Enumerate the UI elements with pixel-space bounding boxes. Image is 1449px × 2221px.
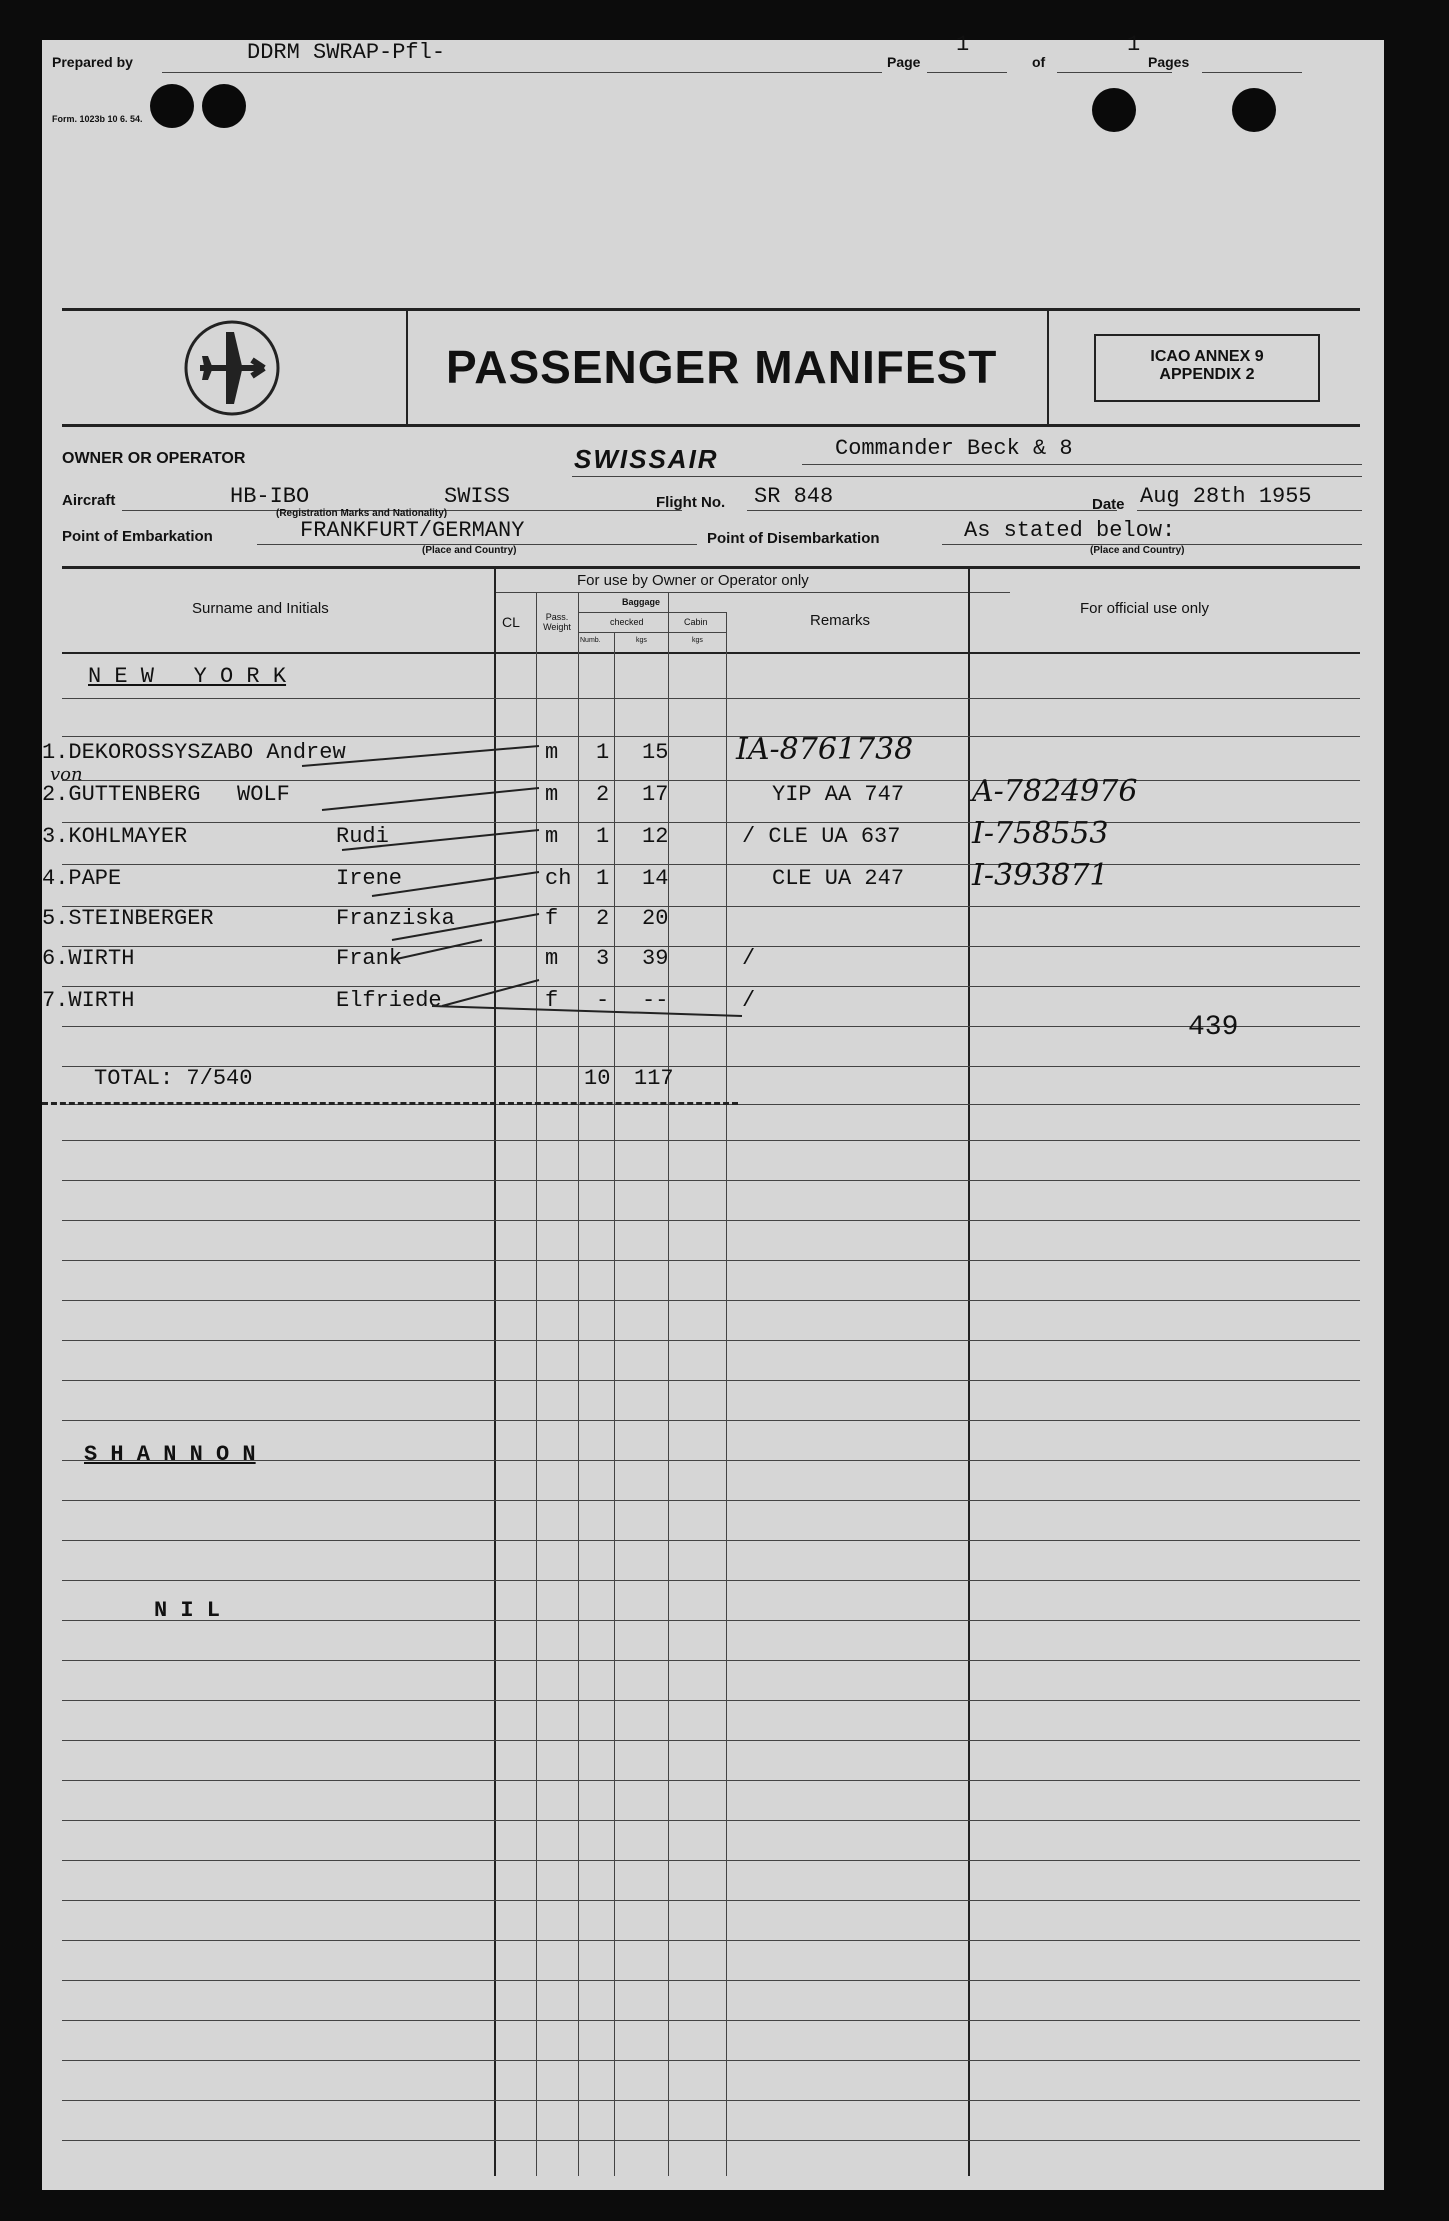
passenger-first-name: Irene (336, 866, 403, 891)
registration-caption: (Registration Marks and Nationality) (276, 508, 448, 519)
aircraft-nationality: SWISS (444, 484, 511, 509)
passenger-first-name: WOLF (237, 782, 290, 807)
prepared-by-value: DDRM SWRAP-Pfl- (247, 40, 446, 65)
checked-header: checked (610, 617, 644, 627)
passenger-class: m (545, 946, 559, 971)
page-title: PASSENGER MANIFEST (446, 341, 998, 393)
destination-heading: N E W Y O R K (88, 664, 287, 689)
passenger-class: f (545, 906, 559, 931)
pen-strokes (42, 40, 1384, 1140)
passenger-name: 4.PAPE (42, 866, 122, 891)
nil-entry: N I L (154, 1598, 221, 1623)
remarks-value: / (742, 946, 756, 971)
flight-no-label: Flight No. (656, 494, 726, 511)
passenger-class: m (545, 824, 559, 849)
cabin-header: Cabin (684, 617, 708, 627)
passenger-class: f (545, 988, 559, 1013)
baggage-kgs: 39 (642, 946, 669, 971)
pages-label: Pages (1148, 54, 1190, 70)
aircraft-registration: HB-IBO (230, 484, 310, 509)
passenger-name-prefix: von (50, 764, 83, 785)
total-divider (42, 1102, 738, 1105)
disembarkation-label: Point of Disembarkation (707, 530, 880, 547)
flight-number: SR 848 (754, 484, 834, 509)
icao-line1: ICAO ANNEX 9 (1150, 348, 1264, 365)
passenger-name: 6.WIRTH (42, 946, 135, 971)
prepared-by-label: Prepared by (52, 54, 133, 70)
baggage-count: 3 (596, 946, 610, 971)
kgs-header: kgs (636, 637, 647, 644)
baggage-header: Baggage (622, 597, 661, 607)
baggage-count: 1 (596, 866, 610, 891)
total-baggage-count: 10 (584, 1066, 611, 1091)
passenger-first-name: Rudi (336, 824, 389, 849)
airline-name: SWISSAIR (574, 444, 719, 474)
baggage-kgs: 12 (642, 824, 669, 849)
of-value: 1 (1127, 32, 1141, 57)
date-value: Aug 28th 1955 (1140, 484, 1312, 509)
manifest-page (42, 32, 1384, 2190)
embarkation-value: FRANKFURT/GERMANY (300, 518, 525, 543)
passenger-first-name: Frank (336, 946, 403, 971)
official-number: IA-8761738 (736, 732, 914, 767)
pass-weight-header: Pass. Weight (543, 612, 571, 632)
total-label: TOTAL: 7/540 (94, 1066, 253, 1091)
owner-operator-label: OWNER OR OPERATOR (62, 450, 246, 467)
passenger-class: m (545, 740, 559, 765)
disembarkation-caption: (Place and Country) (1090, 545, 1185, 556)
passenger-class: ch (545, 866, 572, 891)
baggage-kgs: 14 (642, 866, 669, 891)
passenger-name: 1.DEKOROSSYSZABO Andrew (42, 740, 346, 765)
passenger-name: 7.WIRTH (42, 988, 135, 1013)
baggage-kgs: 15 (642, 740, 669, 765)
passenger-first-name: Franziska (336, 906, 455, 931)
date-label: Date (1092, 496, 1125, 513)
form-number: Form. 1023b 10 6. 54. (52, 114, 143, 124)
aircraft-label: Aircraft (62, 492, 116, 509)
baggage-count: - (596, 988, 610, 1013)
official-number: A-7824976 (972, 774, 1138, 809)
of-label: of (1032, 54, 1046, 70)
page-value: 1 (956, 32, 970, 57)
passenger-name: 3.KOHLMAYER (42, 824, 188, 849)
baggage-count: 2 (596, 782, 610, 807)
official-number: I-758553 (972, 816, 1109, 851)
side-total: 439 (1188, 1012, 1239, 1043)
official-number: I-393871 (972, 858, 1109, 893)
remarks-value: YIP AA 747 (772, 782, 905, 807)
baggage-kgs: 17 (642, 782, 669, 807)
embarkation-caption: (Place and Country) (422, 545, 517, 556)
remarks-value: / (742, 988, 756, 1013)
passenger-first-name: Elfriede (336, 988, 442, 1013)
icao-line2: APPENDIX 2 (1159, 366, 1255, 383)
commander-value: Commander Beck & 8 (835, 436, 1073, 461)
passenger-name: 2.GUTTENBERG (42, 782, 201, 807)
baggage-kgs: -- (642, 988, 669, 1013)
remarks-value: CLE UA 247 (772, 866, 905, 891)
cl-header: CL (502, 614, 520, 630)
passenger-name: 5.STEINBERGER (42, 906, 214, 931)
baggage-count: 1 (596, 740, 610, 765)
disembarkation-value: As stated below: (964, 518, 1176, 543)
page-label: Page (887, 54, 921, 70)
embarkation-label: Point of Embarkation (62, 528, 213, 545)
destination-heading: S H A N N O N (84, 1442, 256, 1467)
official-use-header: For official use only (1080, 600, 1209, 617)
baggage-kgs: 20 (642, 906, 669, 931)
passenger-class: m (545, 782, 559, 807)
owner-use-header: For use by Owner or Operator only (577, 572, 809, 589)
remarks-value: / CLE UA 637 (742, 824, 901, 849)
cabin-kgs-header: kgs (692, 637, 703, 644)
baggage-count: 1 (596, 824, 610, 849)
numb-header: Numb. (580, 637, 601, 644)
surname-header: Surname and Initials (192, 600, 329, 617)
baggage-count: 2 (596, 906, 610, 931)
total-baggage-kgs: 117 (634, 1066, 674, 1091)
remarks-header: Remarks (810, 612, 871, 629)
